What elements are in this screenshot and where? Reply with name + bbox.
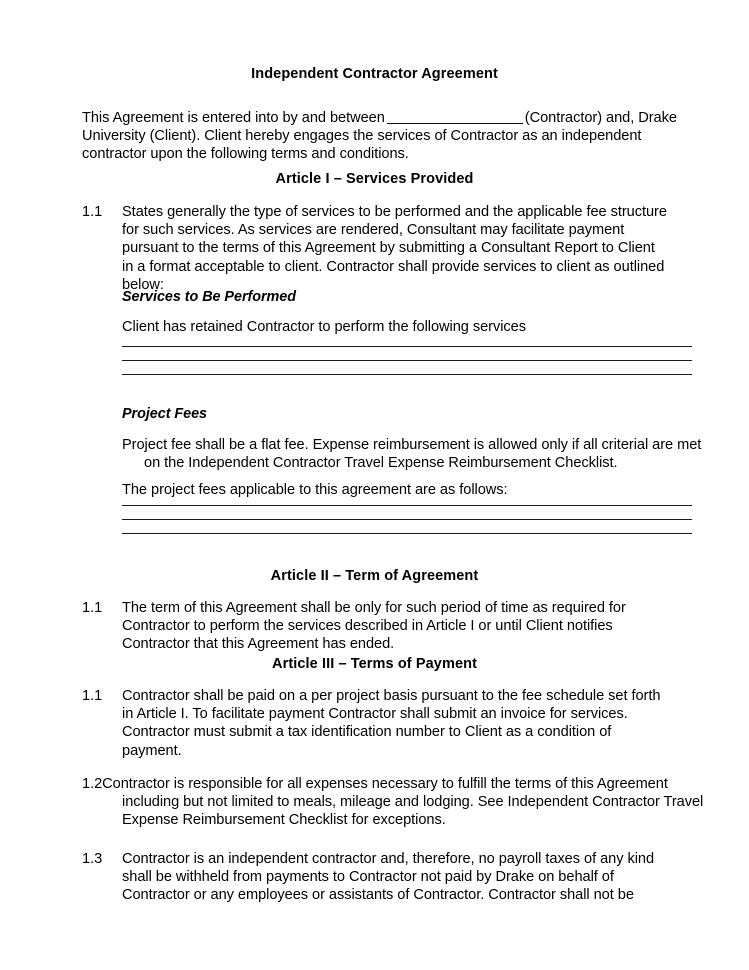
- article-3-clause-2-text: Contractor is responsible for all expenses necessary to fulfill the terms of this Agreement including but not limited to meals, mileage and lodging. See Independent Contractor Travel Expense Reimbursement Checklist for exceptions.: [102, 776, 704, 829]
- services-to-be-performed-text: Client has retained Contractor to perform the following services: [122, 319, 526, 335]
- article-3-clause-2-number: 1.2: [82, 776, 103, 792]
- article-1-clause-1-text: States generally the type of services to be performed and the applicable fee structure for such services. As services are rendered, Consultant may facilitate payment pursuant to the terms of this Agreement by submitting a Consultant Report to Client in a format acceptable to client. Contractor shall provide services to client as outlined below:: [122, 204, 667, 293]
- project-fees-blank-line-3[interactable]: [122, 533, 692, 534]
- services-blank-line-3[interactable]: [122, 374, 692, 375]
- services-to-be-performed-heading: Services to Be Performed: [122, 289, 296, 305]
- intro-text-after-blank: (Contractor) and, Drake University (Client). Client hereby engages the services of Contractor as an independent contractor upon the following terms and conditions.: [82, 110, 677, 163]
- article-3-clause-1-number: 1.1: [82, 688, 103, 704]
- article-3-clause-1-text: Contractor shall be paid on a per project basis pursuant to the fee schedule set forth in Article I. To facilitate payment Contractor shall submit an invoice for services. Contractor must submit a tax identification number to Client as a condition of payment.: [122, 688, 661, 759]
- article-1-heading: Article I – Services Provided: [275, 171, 474, 187]
- article-3-clause-3-text: Contractor is an independent contractor and, therefore, no payroll taxes of any kind shall be withheld from payments to Contractor not paid by Drake on behalf of Contractor or any employees or assistants of Contractor. Contractor shall not be: [122, 851, 655, 904]
- contractor-name-blank[interactable]: [387, 123, 523, 124]
- article-3-clause-3-number: 1.3: [82, 851, 103, 867]
- intro-paragraph: [82, 109, 682, 164]
- project-fees-text: Project fee shall be a flat fee. Expense reimbursement is allowed only if all criterial are met on the Independent Contractor Travel Expense Reimbursement Checklist.: [122, 437, 702, 472]
- services-blank-line-1[interactable]: [122, 346, 692, 347]
- page-title: Independent Contractor Agreement: [251, 66, 498, 82]
- intro-text-before-blank: This Agreement is entered into by and between: [82, 110, 385, 126]
- article-3-clause-2: [82, 775, 707, 830]
- services-blank-line-2[interactable]: [122, 360, 692, 361]
- project-fees-heading: Project Fees: [122, 406, 207, 422]
- project-fees-blank-line-2[interactable]: [122, 519, 692, 520]
- project-fees-applicable-text: The project fees applicable to this agreement are as follows:: [122, 482, 508, 498]
- project-fees-blank-line-1[interactable]: [122, 505, 692, 506]
- article-2-heading: Article II – Term of Agreement: [270, 568, 479, 584]
- article-2-clause-1-text: The term of this Agreement shall be only for such period of time as required for Contractor to perform the services described in Article I or until Client notifies Contractor that this Agreement has ended.: [122, 600, 626, 653]
- article-1-clause-1-number: 1.1: [82, 204, 103, 220]
- article-3-heading: Article III – Terms of Payment: [272, 656, 477, 672]
- article-2-clause-1-number: 1.1: [82, 600, 103, 616]
